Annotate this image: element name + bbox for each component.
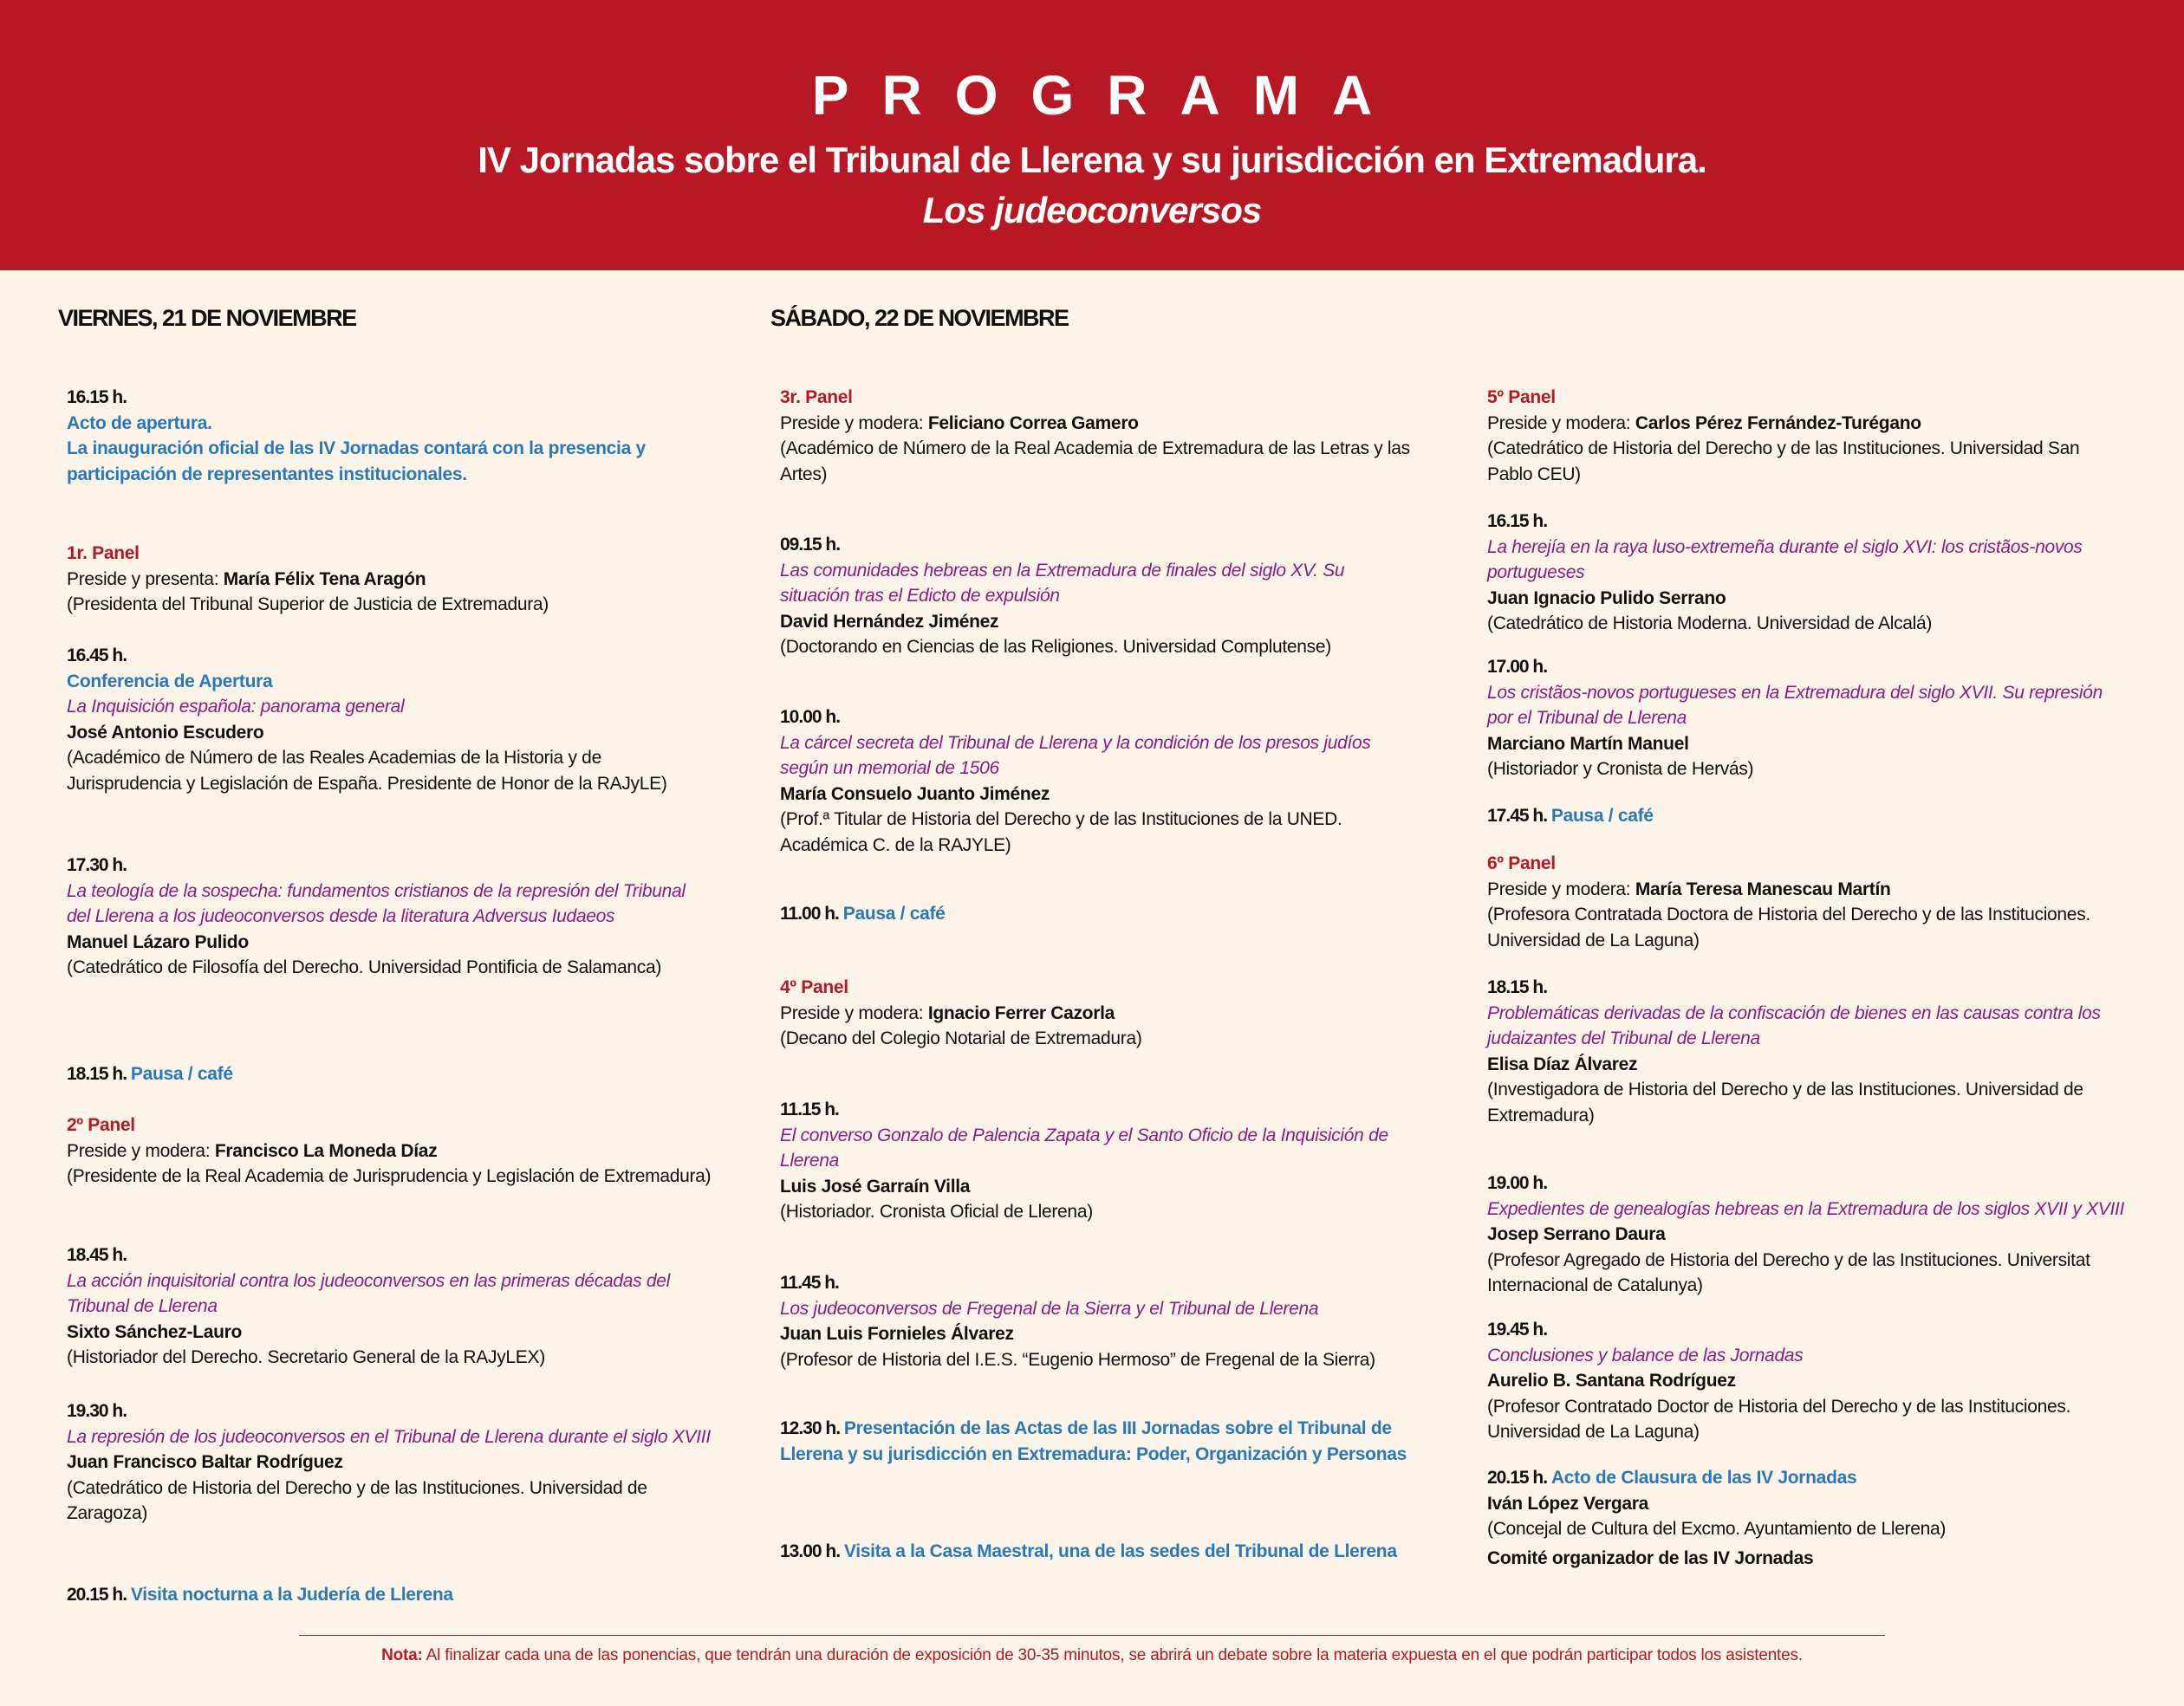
panel-heading: 2º Panel bbox=[67, 1115, 135, 1135]
footer-divider bbox=[299, 1635, 1885, 1636]
speaker-name: Comité organizador de las IV Jornadas bbox=[1487, 1548, 1814, 1568]
entry-line bbox=[67, 643, 712, 669]
talk-title: La teología de la sospecha: fundamentos cristianos de la represión del Tribunal del Llerena a los judeoconversos desde la literatura Adversus Iudaeos bbox=[67, 880, 686, 926]
speaker-affiliation: (Académico de Número de las Reales Academias de la Historia y de Jurisprudencia y Legislación de España. Presidente de Honor de la RAJyLE) bbox=[67, 748, 667, 794]
panel-heading: 1r. Panel bbox=[67, 543, 140, 563]
entry-line bbox=[780, 1001, 1417, 1027]
entry-line bbox=[67, 1398, 712, 1424]
entry-line bbox=[67, 541, 712, 567]
entry-line bbox=[1487, 902, 2129, 953]
entry-line bbox=[780, 975, 1417, 1001]
session-title: Visita a la Casa Maestral, una de las sedes del Tribunal de Llerena bbox=[843, 1541, 1397, 1561]
speaker-affiliation: (Catedrático de Historia del Derecho y de las Instituciones. Universidad de Zaragoza) bbox=[67, 1477, 647, 1523]
session-title: Presentación de las Actas de las III Jornadas sobre el Tribunal de Llerena y su jurisdicción en Extremadura: Poder, Organización y Personas bbox=[780, 1418, 1407, 1464]
event-theme: Los judeoconversos bbox=[922, 190, 1262, 230]
entry-line bbox=[67, 1242, 712, 1268]
footer-note-label: Nota: bbox=[381, 1646, 423, 1664]
time-label: 17.45 h. bbox=[1487, 806, 1551, 826]
time-label: 12.30 h. bbox=[780, 1418, 844, 1438]
entry-line bbox=[1487, 436, 2129, 487]
schedule-entry bbox=[1487, 1171, 2129, 1299]
schedule-entry bbox=[780, 1416, 1417, 1467]
entry-line bbox=[780, 1199, 1417, 1225]
speaker-name: Elisa Díaz Álvarez bbox=[1487, 1054, 1638, 1074]
time-label: 10.00 h. bbox=[780, 707, 841, 727]
speaker-name: Juan Francisco Baltar Rodríguez bbox=[67, 1452, 343, 1472]
entry-line bbox=[780, 901, 1417, 927]
entry-line bbox=[780, 704, 1417, 730]
event-subtitle: IV Jornadas sobre el Tribunal de Llerena y su jurisdicción en Extremadura. bbox=[478, 139, 1706, 180]
speaker-affiliation: (Académico de Número de la Real Academia de Extremadura de las Letras y las Artes) bbox=[780, 438, 1410, 484]
speaker-affiliation: (Catedrático de Historia del Derecho y de las Instituciones. Universidad San Pablo CEU) bbox=[1487, 438, 2080, 484]
speaker-affiliation: (Profesora Contratada Doctora de Historia del Derecho y de las Instituciones. Universidad de La Laguna) bbox=[1487, 905, 2090, 950]
talk-title: Las comunidades hebreas en la Extremadura de finales del siglo XV. Su situación tras el Edicto de expulsión bbox=[780, 560, 1345, 606]
time-label: 11.15 h. bbox=[780, 1099, 839, 1119]
session-title: Acto de Clausura de las IV Jornadas bbox=[1550, 1468, 1857, 1488]
entry-line bbox=[1487, 1077, 2129, 1128]
schedule-entry bbox=[1487, 1546, 2129, 1572]
entry-line bbox=[780, 782, 1417, 808]
entry-line bbox=[1487, 680, 2129, 731]
entry-line bbox=[780, 1347, 1417, 1373]
schedule-entry bbox=[780, 1539, 1417, 1565]
entry-line bbox=[67, 930, 712, 956]
speaker-name: Juan Luis Fornieles Álvarez bbox=[780, 1324, 1014, 1344]
speaker-affiliation: (Profesor de Historia del I.E.S. “Eugenio Hermoso” de Fregenal de la Sierra) bbox=[780, 1349, 1375, 1370]
speaker-name: Luis José Garraín Villa bbox=[780, 1176, 971, 1197]
time-label: 18.45 h. bbox=[67, 1245, 127, 1265]
entry-line bbox=[1487, 731, 2129, 757]
entry-line bbox=[1487, 654, 2129, 680]
speaker-affiliation: (Historiador. Cronista Oficial de Llerena) bbox=[780, 1202, 1093, 1222]
panel-heading: 5º Panel bbox=[1487, 387, 1556, 407]
talk-title: Conclusiones y balance de las Jornadas bbox=[1487, 1345, 1804, 1365]
speaker-affiliation: (Catedrático de Filosofía del Derecho. Universidad Pontificia de Salamanca) bbox=[67, 957, 662, 977]
session-title: Conferencia de Apertura bbox=[67, 671, 273, 691]
entry-line bbox=[1487, 756, 2129, 782]
speaker-affiliation: (Prof.ª Titular de Historia del Derecho y de las Instituciones de la UNED. Académica C. de la RAJYLE) bbox=[780, 809, 1342, 855]
entry-line bbox=[67, 567, 712, 593]
speaker-affiliation: Preside y modera: bbox=[67, 1140, 215, 1161]
talk-title: Los judeoconversos de Fregenal de la Sierra y el Tribunal de Llerena bbox=[780, 1298, 1319, 1319]
entry-line bbox=[780, 730, 1417, 782]
schedule-entry bbox=[67, 1398, 712, 1527]
entry-line bbox=[780, 385, 1417, 411]
speaker-affiliation: (Historiador del Derecho. Secretario General de la RAJyLEX) bbox=[67, 1347, 545, 1367]
entry-line bbox=[1487, 975, 2129, 1001]
talk-title: La represión de los judeoconversos en el Tribunal de Llerena durante el siglo XVIII bbox=[67, 1426, 711, 1447]
schedule-entry bbox=[780, 975, 1417, 1052]
entry-line bbox=[1487, 535, 2129, 586]
entry-line bbox=[780, 1321, 1417, 1347]
speaker-name: Feliciano Correa Gamero bbox=[927, 412, 1139, 433]
header-banner bbox=[0, 0, 2184, 270]
schedule-entry bbox=[67, 1242, 712, 1371]
speaker-name: María Teresa Manescau Martín bbox=[1635, 879, 1891, 899]
day-heading-friday: VIERNES, 21 DE NOVIEMBRE bbox=[58, 305, 356, 331]
entry-line bbox=[67, 1268, 712, 1320]
schedule-entry bbox=[67, 385, 712, 487]
entry-line bbox=[1487, 1197, 2129, 1223]
entry-line bbox=[67, 436, 712, 487]
time-label: 20.15 h. bbox=[1487, 1468, 1551, 1488]
footer-note bbox=[0, 1646, 2184, 1665]
entry-line bbox=[67, 1450, 712, 1476]
time-label: 19.00 h. bbox=[1487, 1173, 1548, 1193]
talk-title: La acción inquisitorial contra los judeoconversos en las primeras décadas del Tribunal de Llerena bbox=[67, 1270, 670, 1316]
entry-line bbox=[780, 634, 1417, 660]
speaker-affiliation: (Presidente de la Real Academia de Jurisprudencia y Legislación de Extremadura) bbox=[67, 1166, 712, 1186]
speaker-affiliation: Preside y modera: bbox=[780, 1002, 928, 1023]
entry-line bbox=[1487, 803, 2129, 829]
talk-title: El converso Gonzalo de Palencia Zapata y el Santo Oficio de la Inquisición de Llerena bbox=[780, 1125, 1388, 1171]
schedule-entry bbox=[67, 1582, 712, 1608]
entry-line bbox=[1487, 877, 2129, 903]
entry-line bbox=[780, 1296, 1417, 1322]
schedule-entry bbox=[1487, 385, 2129, 487]
session-title: Acto de apertura. bbox=[67, 412, 212, 433]
entry-line bbox=[67, 1582, 712, 1608]
entry-line bbox=[67, 592, 712, 618]
speaker-name: María Félix Tena Aragón bbox=[223, 568, 426, 589]
schedule-entry bbox=[67, 541, 712, 618]
speaker-affiliation: (Investigadora de Historia del Derecho y de las Instituciones. Universidad de Extremadura) bbox=[1487, 1080, 2083, 1125]
speaker-name: Sixto Sánchez-Lauro bbox=[67, 1321, 243, 1342]
talk-title: La Inquisición española: panorama general bbox=[67, 697, 405, 717]
speaker-name: Josep Serrano Daura bbox=[1487, 1224, 1666, 1244]
talk-title: Problemáticas derivadas de la confiscación de bienes en las causas contra los judaizantes del Tribunal de Llerena bbox=[1487, 1002, 2101, 1048]
schedule-entry bbox=[780, 1270, 1417, 1372]
schedule-entry bbox=[67, 1061, 712, 1087]
speaker-name: María Consuelo Juanto Jiménez bbox=[780, 783, 1050, 804]
speaker-affiliation: (Concejal de Cultura del Excmo. Ayuntamiento de Llerena) bbox=[1487, 1519, 1947, 1539]
entry-line bbox=[1487, 509, 2129, 535]
session-title: Pausa / café bbox=[1550, 806, 1654, 826]
time-label: 18.15 h. bbox=[67, 1064, 131, 1084]
schedule-entry bbox=[1487, 851, 2129, 953]
time-label: 19.30 h. bbox=[67, 1401, 127, 1421]
entry-line bbox=[780, 532, 1417, 558]
entry-line bbox=[67, 1164, 712, 1190]
entry-line bbox=[67, 853, 712, 879]
schedule-entry bbox=[780, 901, 1417, 927]
entry-line bbox=[1487, 586, 2129, 612]
entry-line bbox=[780, 411, 1417, 437]
entry-line bbox=[67, 1112, 712, 1138]
speaker-affiliation: Preside y modera: bbox=[1487, 879, 1635, 899]
speaker-name: David Hernández Jiménez bbox=[780, 611, 999, 632]
entry-line bbox=[1487, 385, 2129, 411]
speaker-name: Juan Ignacio Pulido Serrano bbox=[1487, 587, 1726, 608]
entry-line bbox=[1487, 1317, 2129, 1343]
day-heading-saturday: SÁBADO, 22 DE NOVIEMBRE bbox=[770, 305, 1069, 331]
entry-line bbox=[1487, 851, 2129, 877]
time-label: 11.45 h. bbox=[780, 1273, 839, 1293]
speaker-name: Iván López Vergara bbox=[1487, 1493, 1649, 1514]
time-label: 19.45 h. bbox=[1487, 1320, 1548, 1340]
talk-title: Los cristãos-novos portugueses en la Extremadura del siglo XVII. Su represión por el Tribunal de Llerena bbox=[1487, 682, 2103, 728]
panel-heading: 3r. Panel bbox=[780, 387, 853, 407]
time-label: 16.15 h. bbox=[1487, 511, 1548, 531]
entry-line bbox=[67, 720, 712, 746]
entry-line bbox=[1487, 1248, 2129, 1299]
entry-line bbox=[67, 1424, 712, 1450]
entry-line bbox=[780, 558, 1417, 609]
entry-line bbox=[67, 385, 712, 411]
time-label: 20.15 h. bbox=[67, 1585, 131, 1605]
session-title: Visita nocturna a la Judería de Llerena bbox=[130, 1585, 453, 1605]
schedule-entry bbox=[1487, 975, 2129, 1128]
entry-line bbox=[67, 1320, 712, 1346]
speaker-affiliation: (Decano del Colegio Notarial de Extremadura) bbox=[780, 1028, 1142, 1048]
entry-line bbox=[780, 807, 1417, 858]
talk-title: La cárcel secreta del Tribunal de Llerena y la condición de los presos judíos según un memorial de 1506 bbox=[780, 732, 1371, 778]
time-label: 16.15 h. bbox=[67, 387, 127, 407]
speaker-affiliation: (Presidenta del Tribunal Superior de Justicia de Extremadura) bbox=[67, 594, 549, 614]
time-label: 18.15 h. bbox=[1487, 977, 1548, 997]
time-label: 17.00 h. bbox=[1487, 657, 1548, 677]
entry-line bbox=[1487, 1368, 2129, 1394]
entry-line bbox=[1487, 1491, 2129, 1517]
schedule-entry bbox=[780, 532, 1417, 660]
entry-line bbox=[780, 1097, 1417, 1123]
entry-line bbox=[1487, 1394, 2129, 1445]
schedule-entry bbox=[1487, 1465, 2129, 1542]
entry-line bbox=[67, 879, 712, 930]
entry-line bbox=[1487, 1546, 2129, 1572]
entry-line bbox=[67, 1345, 712, 1371]
entry-line bbox=[67, 745, 712, 796]
session-title: Pausa / café bbox=[130, 1064, 233, 1084]
speaker-name: José Antonio Escudero bbox=[67, 722, 264, 743]
time-label: 17.30 h. bbox=[67, 855, 127, 875]
schedule-entry bbox=[1487, 654, 2129, 782]
entry-line bbox=[780, 1026, 1417, 1052]
entry-line bbox=[1487, 1052, 2129, 1078]
speaker-affiliation: (Catedrático de Historia Moderna. Universidad de Alcalá) bbox=[1487, 613, 1933, 633]
speaker-name: Ignacio Ferrer Cazorla bbox=[927, 1002, 1115, 1023]
session-title: La inauguración oficial de las IV Jornadas contará con la presencia y participación de representantes institucionales. bbox=[67, 438, 646, 484]
schedule-entry bbox=[67, 853, 712, 981]
speaker-affiliation: (Profesor Agregado de Historia del Derecho y de las Instituciones. Universitat Internacional de Catalunya) bbox=[1487, 1249, 2090, 1295]
entry-line bbox=[1487, 411, 2129, 437]
session-title: Pausa / café bbox=[842, 904, 946, 924]
entry-line bbox=[780, 1539, 1417, 1565]
time-label: 09.15 h. bbox=[780, 535, 841, 555]
entry-line bbox=[780, 1123, 1417, 1174]
schedule-entry bbox=[780, 385, 1417, 487]
entry-line bbox=[1487, 1516, 2129, 1542]
schedule-entry bbox=[1487, 1317, 2129, 1445]
schedule-entry bbox=[780, 704, 1417, 858]
speaker-name: Marciano Martín Manuel bbox=[1487, 733, 1689, 754]
entry-line bbox=[780, 1270, 1417, 1296]
talk-title: La herejía en la raya luso-extremeña durante el siglo XVI: los cristãos-novos portugueses bbox=[1487, 536, 2083, 582]
entry-line bbox=[67, 1476, 712, 1527]
entry-line bbox=[1487, 1465, 2129, 1491]
entry-line bbox=[1487, 1222, 2129, 1248]
panel-heading: 4º Panel bbox=[780, 977, 848, 997]
talk-title: Expedientes de genealogías hebreas en la Extremadura de los siglos XVII y XVIII bbox=[1487, 1198, 2125, 1219]
schedule-entry bbox=[1487, 803, 2129, 829]
speaker-affiliation: Preside y modera: bbox=[1487, 412, 1635, 433]
speaker-affiliation: (Historiador y Cronista de Hervás) bbox=[1487, 759, 1754, 779]
speaker-affiliation: (Doctorando en Ciencias de las Religiones. Universidad Complutense) bbox=[780, 637, 1331, 657]
panel-heading: 6º Panel bbox=[1487, 853, 1556, 873]
page-title: PROGRAMA bbox=[811, 64, 1406, 126]
speaker-affiliation: Preside y presenta: bbox=[67, 568, 224, 589]
entry-line bbox=[1487, 1343, 2129, 1369]
entry-line bbox=[67, 955, 712, 981]
entry-line bbox=[67, 669, 712, 695]
footer-note-text: Al finalizar cada una de las ponencias, que tendrán una duración de exposición de 30-35 minutos, se abrirá un debate sobre la materia expuesta en el que podrán participar todos los asistentes. bbox=[422, 1646, 1803, 1664]
speaker-name: Francisco La Moneda Díaz bbox=[214, 1140, 438, 1161]
entry-line bbox=[780, 609, 1417, 635]
entry-line bbox=[1487, 611, 2129, 637]
speaker-name: Aurelio B. Santana Rodríguez bbox=[1487, 1371, 1736, 1391]
schedule-entry bbox=[67, 1112, 712, 1190]
speaker-affiliation: Preside y modera: bbox=[780, 412, 928, 433]
schedule-entry bbox=[1487, 509, 2129, 637]
entry-line bbox=[67, 1138, 712, 1164]
entry-line bbox=[1487, 1171, 2129, 1197]
speaker-affiliation: (Profesor Contratado Doctor de Historia del Derecho y de las Instituciones. Universidad de La Laguna) bbox=[1487, 1396, 2071, 1442]
entry-line bbox=[780, 1174, 1417, 1200]
speaker-name: Manuel Lázaro Pulido bbox=[67, 931, 249, 952]
entry-line bbox=[67, 411, 712, 437]
entry-line bbox=[780, 1416, 1417, 1467]
schedule-entry bbox=[780, 1097, 1417, 1225]
entry-line bbox=[67, 694, 712, 720]
time-label: 13.00 h. bbox=[780, 1541, 844, 1561]
time-label: 16.45 h. bbox=[67, 645, 127, 665]
entry-line bbox=[1487, 1001, 2129, 1052]
time-label: 11.00 h. bbox=[780, 904, 843, 924]
entry-line bbox=[780, 436, 1417, 487]
entry-line bbox=[67, 1061, 712, 1087]
speaker-name: Carlos Pérez Fernández-Turégano bbox=[1635, 412, 1921, 433]
schedule-entry bbox=[67, 643, 712, 796]
